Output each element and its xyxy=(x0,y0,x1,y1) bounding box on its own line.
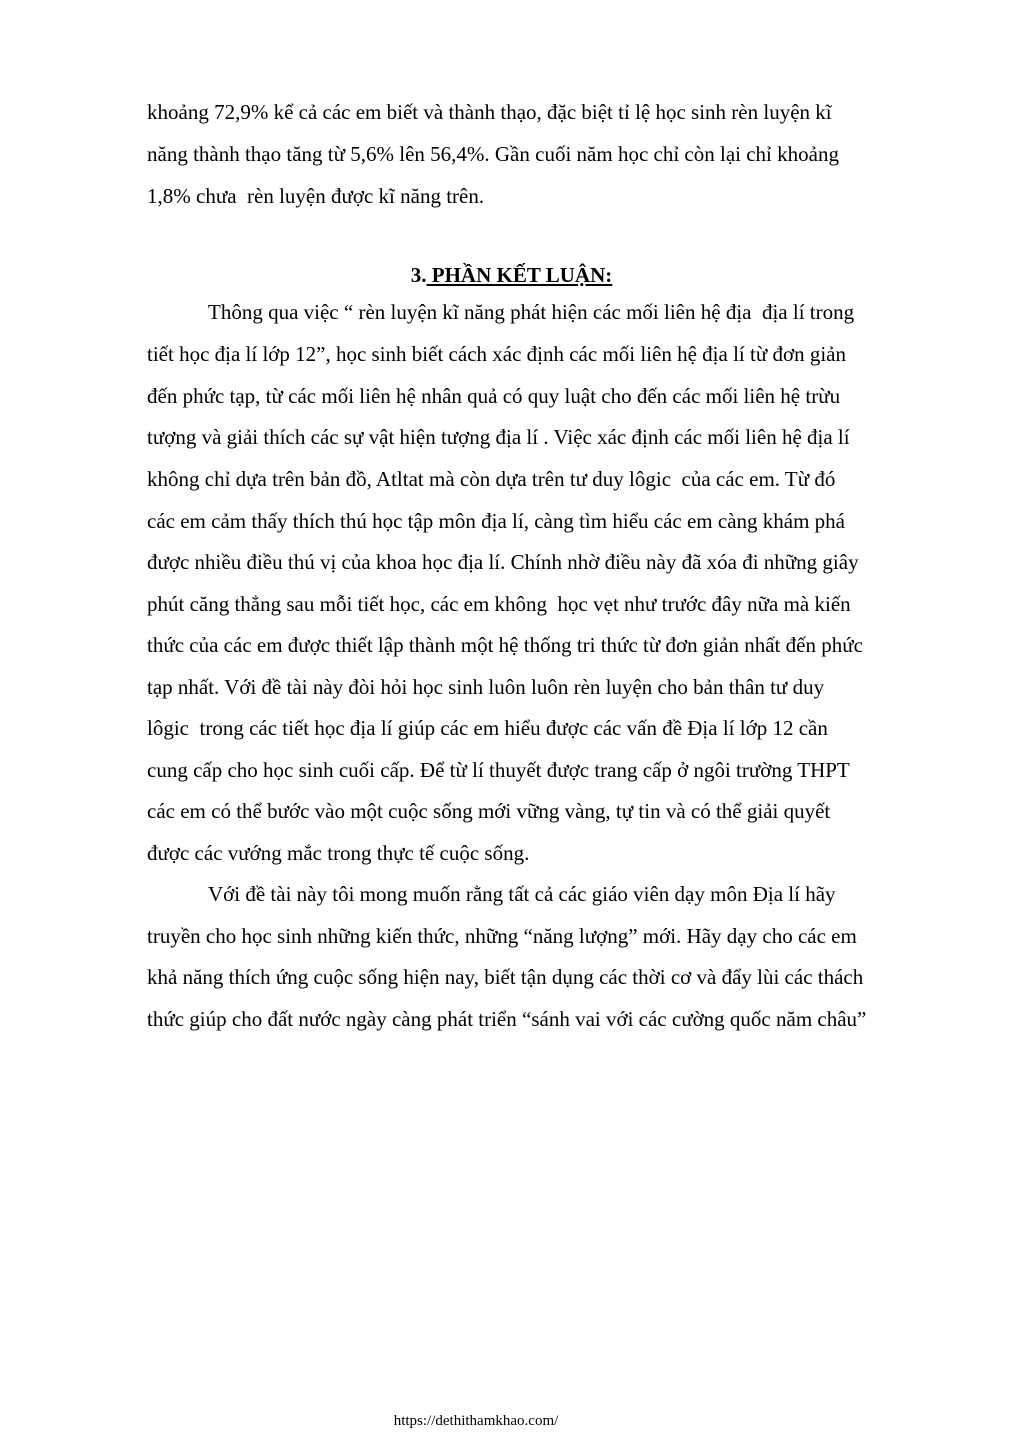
paragraph1-line-11: lôgic trong các tiết học địa lí giúp các em hiểu được các vấn đề Địa lí lớp 12 cần xyxy=(147,716,828,740)
intro-line-3: 1,8% chưa rèn luyện được kĩ năng trên. xyxy=(147,184,485,208)
paragraph1-line-1: Thông qua việc “ rèn luyện kĩ năng phát hiện các mối liên hệ địa địa lí trong xyxy=(208,300,855,324)
paragraph1-line-2: tiết học địa lí lớp 12”, học sinh biết cách xác định các mối liên hệ địa lí từ đơn giản xyxy=(147,342,846,366)
paragraph1-line-14: được các vướng mắc trong thực tế cuộc sống. xyxy=(147,841,530,865)
footer-url[interactable]: https://dethithamkhao.com/ xyxy=(393,1413,559,1429)
paragraph1-line-3: đến phức tạp, từ các mối liên hệ nhân quả có quy luật cho đến các mối liên hệ trừu xyxy=(147,384,841,408)
paragraph1-line-13: các em có thể bước vào một cuộc sống mới vững vàng, tự tin và có thể giải quyết xyxy=(147,799,831,823)
paragraph1-line-8: phút căng thẳng sau mỗi tiết học, các em không học vẹt như trước đây nữa mà kiến xyxy=(147,592,851,616)
intro-line-2: năng thành thạo tăng từ 5,6% lên 56,4%. Gần cuối năm học chỉ còn lại chỉ khoảng xyxy=(147,142,839,166)
paragraph1-line-12: cung cấp cho học sinh cuối cấp. Để từ lí thuyết được trang cấp ở ngôi trường THPT xyxy=(147,758,850,782)
intro-line-1: khoảng 72,9% kể cả các em biết và thành thạo, đặc biệt tỉ lệ học sinh rèn luyện kĩ xyxy=(147,100,832,124)
paragraph1-line-7: được nhiều điều thú vị của khoa học địa lí. Chính nhờ điều này đã xóa đi những giây xyxy=(147,550,859,574)
paragraph2-line-4: thức giúp cho đất nước ngày càng phát triển “sánh vai với các cường quốc năm châu” xyxy=(147,1007,867,1031)
paragraph2-line-2: truyền cho học sinh những kiến thức, những “năng lượng” mới. Hãy dạy cho các em xyxy=(147,924,857,948)
paragraph1-line-4: tượng và giải thích các sự vật hiện tượng địa lí . Việc xác định các mối liên hệ địa lí xyxy=(147,425,850,449)
paragraph1-line-9: thức của các em được thiết lập thành một hệ thống tri thức từ đơn giản nhất đến phức xyxy=(147,633,863,657)
paragraph1-line-10: tạp nhất. Với đề tài này đòi hỏi học sinh luôn luôn rèn luyện cho bản thân tư duy xyxy=(147,675,825,699)
section-heading: 3. PHẦN KẾT LUẬN: xyxy=(410,263,613,287)
paragraph2-line-1: Với đề tài này tôi mong muốn rằng tất cả các giáo viên dạy môn Địa lí hãy xyxy=(208,882,836,906)
section-title: PHẦN KẾT LUẬN: xyxy=(426,263,613,287)
paragraph2-line-3: khả năng thích ứng cuộc sống hiện nay, biết tận dụng các thời cơ và đẩy lùi các thách xyxy=(147,965,864,989)
paragraph1-line-5: không chỉ dựa trên bản đồ, Atltat mà còn dựa trên tư duy lôgic của các em. Từ đó xyxy=(147,467,836,491)
section-number: 3 xyxy=(410,263,422,287)
paragraph1-line-6: các em cảm thấy thích thú học tập môn địa lí, càng tìm hiểu các em càng khám phá xyxy=(147,509,845,533)
